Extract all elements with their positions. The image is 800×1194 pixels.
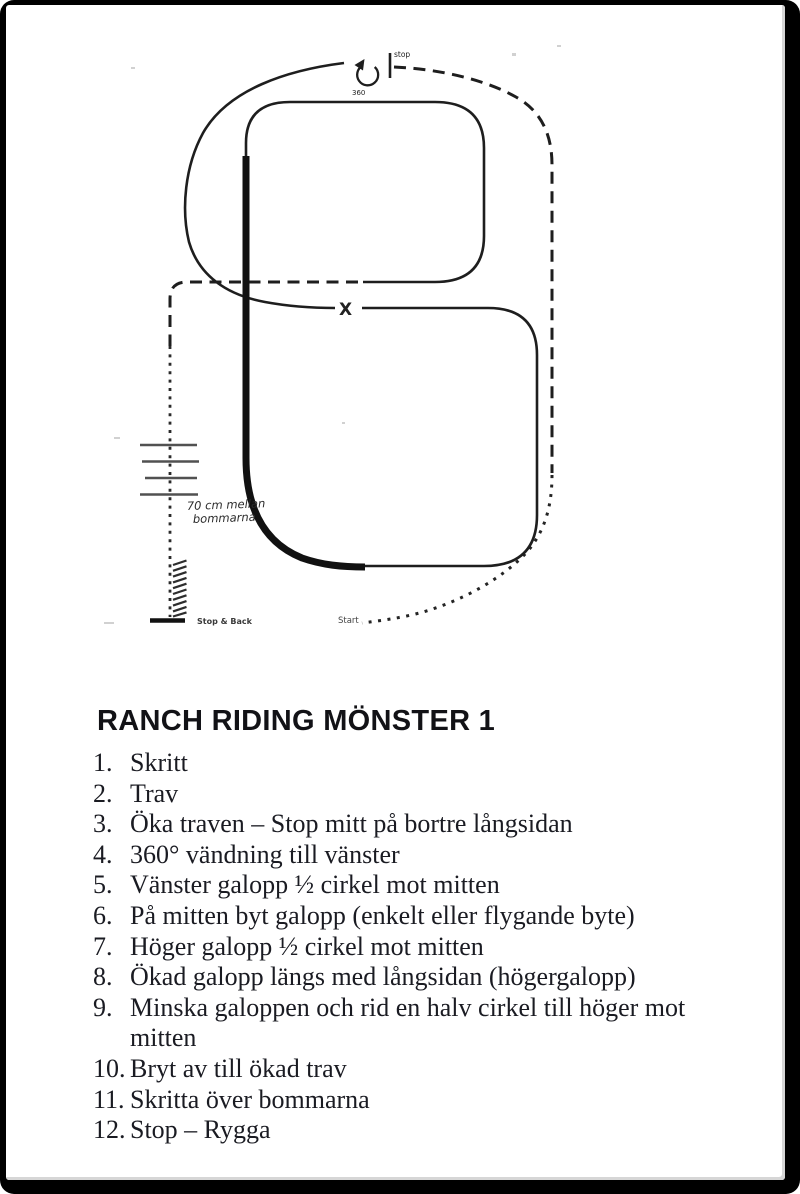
ground-poles: [140, 445, 199, 495]
list-item-number: 9.: [93, 992, 113, 1022]
list-item: [93, 840, 748, 871]
pattern-description: [93, 705, 748, 1146]
list-item-text: Skritt: [130, 748, 188, 777]
start-walk-dotted-path: [362, 475, 552, 623]
list-item: [93, 748, 748, 779]
list-item-text: Stop – Rygga: [130, 1115, 271, 1145]
list-item-text: Vänster galopp ½ cirkel mot mitten: [130, 870, 500, 900]
list-item-number: 10.: [93, 1053, 126, 1083]
page-title: RANCH RIDING MÖNSTER 1: [97, 705, 496, 737]
list-item-text: På mitten byt galopp (enkelt eller flygande byte): [130, 900, 635, 930]
list-item: [93, 962, 748, 993]
turn-360-label: 360: [352, 89, 366, 97]
list-item-text: Höger galopp ½ cirkel mot mitten: [130, 931, 484, 961]
riding-pattern-diagram: [6, 5, 785, 665]
list-item-number: 12.: [93, 1115, 126, 1145]
list-item-text: Minska galoppen och rid en halv cirkel till höger mot mitten: [130, 992, 686, 1053]
list-item-number: 1.: [93, 748, 113, 777]
list-item-text: Trav: [130, 778, 179, 808]
poles-spacing-note-line1: 70 cm mellan: [186, 496, 266, 513]
stop-back-label: Stop & Back: [197, 617, 252, 626]
list-item-text: Öka traven – Stop mitt på bortre långsidan: [130, 809, 573, 839]
list-item-number: 3.: [93, 809, 113, 839]
backup-hatch-marks: [173, 561, 187, 617]
document-page: [6, 5, 785, 1180]
list-item-text: 360° vändning till vänster: [130, 839, 400, 869]
list-item-number: 6.: [93, 900, 113, 930]
list-item: [93, 870, 748, 901]
mid-trot-dashed-path: [170, 282, 358, 346]
list-item-number: 2.: [93, 778, 113, 808]
list-item-text: Ökad galopp längs med långsidan (högergalopp): [130, 962, 636, 992]
scan-speckles: [104, 45, 561, 624]
list-item-number: 7.: [93, 931, 113, 961]
list-item-text: Bryt av till ökad trav: [130, 1053, 347, 1083]
list-item-text: Skritta över bommarna: [130, 1084, 370, 1114]
poles-spacing-note-line2: bommarna: [192, 509, 256, 526]
list-item: [93, 993, 748, 1054]
list-item: [93, 932, 748, 963]
list-item: [93, 779, 748, 810]
center-x-label: X: [339, 300, 353, 320]
list-item-number: 5.: [93, 870, 113, 900]
list-item: [93, 1085, 748, 1116]
lope-left-circle-path: [185, 63, 344, 308]
list-item-number: 11.: [93, 1084, 125, 1114]
bottom-loop-path: [362, 308, 537, 566]
start-label: Start: [338, 616, 359, 626]
list-item: [93, 901, 748, 932]
stop-label: stop: [394, 50, 411, 59]
list-item-number: 8.: [93, 962, 113, 992]
turn-360-icon: [355, 59, 379, 85]
top-loop-path: [246, 102, 484, 282]
instruction-list: [93, 748, 748, 1146]
list-item: [93, 1054, 748, 1085]
list-item: [93, 809, 748, 840]
list-item: [93, 1115, 748, 1146]
list-item-number: 4.: [93, 839, 113, 869]
